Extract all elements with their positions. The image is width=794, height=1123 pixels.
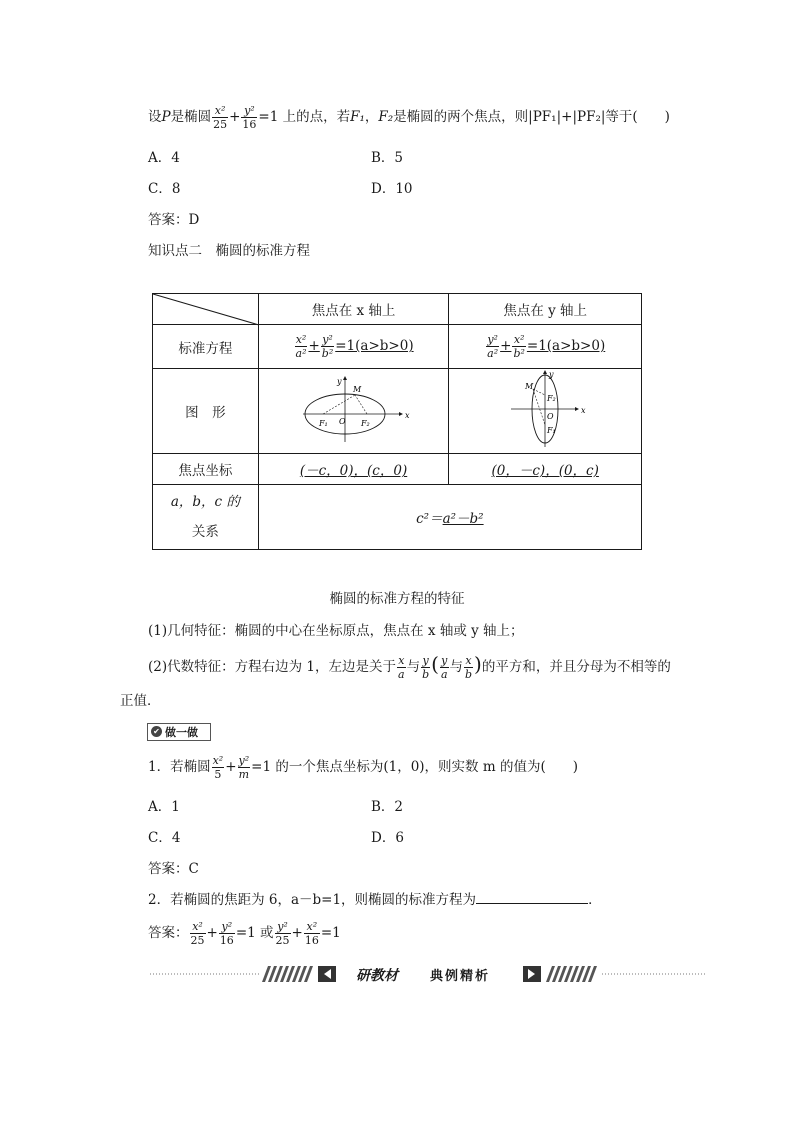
- ellipse-table: [152, 293, 642, 550]
- q2-answer: 答案： $\frac{\text{x²}}{25}$ + $\frac{\text{y²}}{16}$ =1 或 $\frac{\text{y²}}{25}$ + $\frac{\text{x²}}{16}$ =1: [148, 920, 341, 947]
- q1-answer: 答案：C: [148, 861, 199, 877]
- option-b: B．5: [371, 150, 404, 166]
- svg-text:O: O: [338, 417, 346, 426]
- focus-y: (0，－c)，(0，c): [449, 454, 642, 485]
- svg-text:y: y: [336, 377, 342, 386]
- svg-text:O: O: [547, 412, 554, 421]
- question-top: 设P是椭圆 $\frac{\text{x²}}{25}$ + $\frac{\text{y²}}{16}$ =1 上的点，若F₁，F₂是椭圆的两个焦点，则|PF₁|+|PF₂|等于( ): [148, 104, 670, 131]
- option-d: D．10: [371, 181, 413, 197]
- relation-formula: c²＝a²－b²: [258, 485, 641, 550]
- diagonal-line: [153, 294, 259, 325]
- row-label-focus: 焦点坐标: [153, 454, 259, 485]
- q-text-eq: =1 上的点，若: [258, 109, 351, 125]
- q-text-tail: 是椭圆的两个焦点，则|PF₁|+|PF₂|等于( ): [393, 109, 670, 125]
- q1-option-d: D．6: [371, 830, 404, 846]
- practice-q2: 2．若椭圆的焦距为 6，a－b=1，则椭圆的标准方程为 ．: [148, 892, 602, 908]
- section-banner: [150, 963, 705, 985]
- focus-x: (－c，0)，(c，0): [258, 454, 449, 485]
- q-text-mid: 是椭圆: [170, 109, 212, 125]
- row-label-relation: a，b，c 的 关系: [153, 485, 259, 550]
- answer-blank[interactable]: [476, 891, 588, 904]
- graph-x-ellipse: [258, 369, 449, 454]
- std-eq-x: $\frac{\text{x²}}{\text{a²}}$ + $\frac{\text{y²}}{\text{b²}}$ =1(a>b>0): [258, 325, 449, 369]
- feature-item-2: (2)代数特征：方程右边为 1，左边是关于 $\frac{x}{a}$ 与 $\frac{y}{b}$ ( $\frac{y}{a}$ 与 $\frac{x}{b}$ )的平方和，并且分母为不相等的: [148, 652, 671, 681]
- svg-text:x: x: [404, 411, 410, 420]
- feature-item-2-cont: 正值．: [120, 693, 161, 709]
- q-point-p: P: [161, 109, 171, 125]
- option-c: C．8: [148, 181, 181, 197]
- banner-right-label: 典例精析: [430, 969, 491, 984]
- ellipse-vertical-figure: [505, 369, 585, 449]
- ellipse-horizontal-figure: [299, 374, 409, 444]
- practice-q1: 1．若椭圆 $\frac{\text{x²}}{5}$ + $\frac{\text{y²}}{m}$ =1 的一个焦点坐标为(1，0)，则实数 m 的值为( ): [148, 754, 578, 781]
- fraction: $\frac{\text{y²}}{16}$: [242, 104, 257, 131]
- check-icon: ✔: [151, 726, 162, 737]
- option-a: A．4: [148, 150, 180, 166]
- svg-text:M: M: [352, 385, 361, 394]
- std-eq-y: $\frac{\text{y²}}{\text{a²}}$ + $\frac{\text{x²}}{\text{b²}}$ =1(a>b>0): [449, 325, 642, 369]
- graph-y-ellipse: [449, 369, 642, 454]
- feature-item-1: (1)几何特征：椭圆的中心在坐标原点，焦点在 x 轴或 y 轴上；: [148, 623, 524, 639]
- svg-text:y: y: [549, 370, 554, 379]
- svg-text:F₁: F₁: [547, 426, 556, 435]
- svg-text:F₂: F₂: [360, 419, 370, 428]
- answer-top: 答案：D: [148, 212, 200, 228]
- q1-option-c: C．4: [148, 830, 181, 846]
- q1-option-b: B．2: [371, 799, 404, 815]
- practice-label: ✔ 做一做: [147, 723, 211, 741]
- q1-option-a: A．1: [148, 799, 180, 815]
- banner-left-label: 研教材: [356, 968, 398, 984]
- banner-decoration: [150, 963, 705, 985]
- fraction: $\frac{\text{x²}}{25}$: [213, 104, 228, 131]
- svg-text:F₁: F₁: [318, 419, 328, 428]
- header-y-axis: 焦点在 y 轴上: [449, 294, 642, 325]
- section-title: 知识点二 椭圆的标准方程: [148, 243, 310, 259]
- table-corner: [153, 294, 259, 325]
- header-x-axis: 焦点在 x 轴上: [258, 294, 449, 325]
- row-label-graph: 图 形: [153, 369, 259, 454]
- svg-text:F₂: F₂: [547, 394, 556, 403]
- svg-text:x: x: [581, 406, 586, 415]
- q-text-pre: 设: [148, 109, 162, 125]
- row-label-standard: 标准方程: [153, 325, 259, 369]
- svg-text:M: M: [525, 382, 534, 391]
- features-title: 椭圆的标准方程的特征: [329, 591, 465, 607]
